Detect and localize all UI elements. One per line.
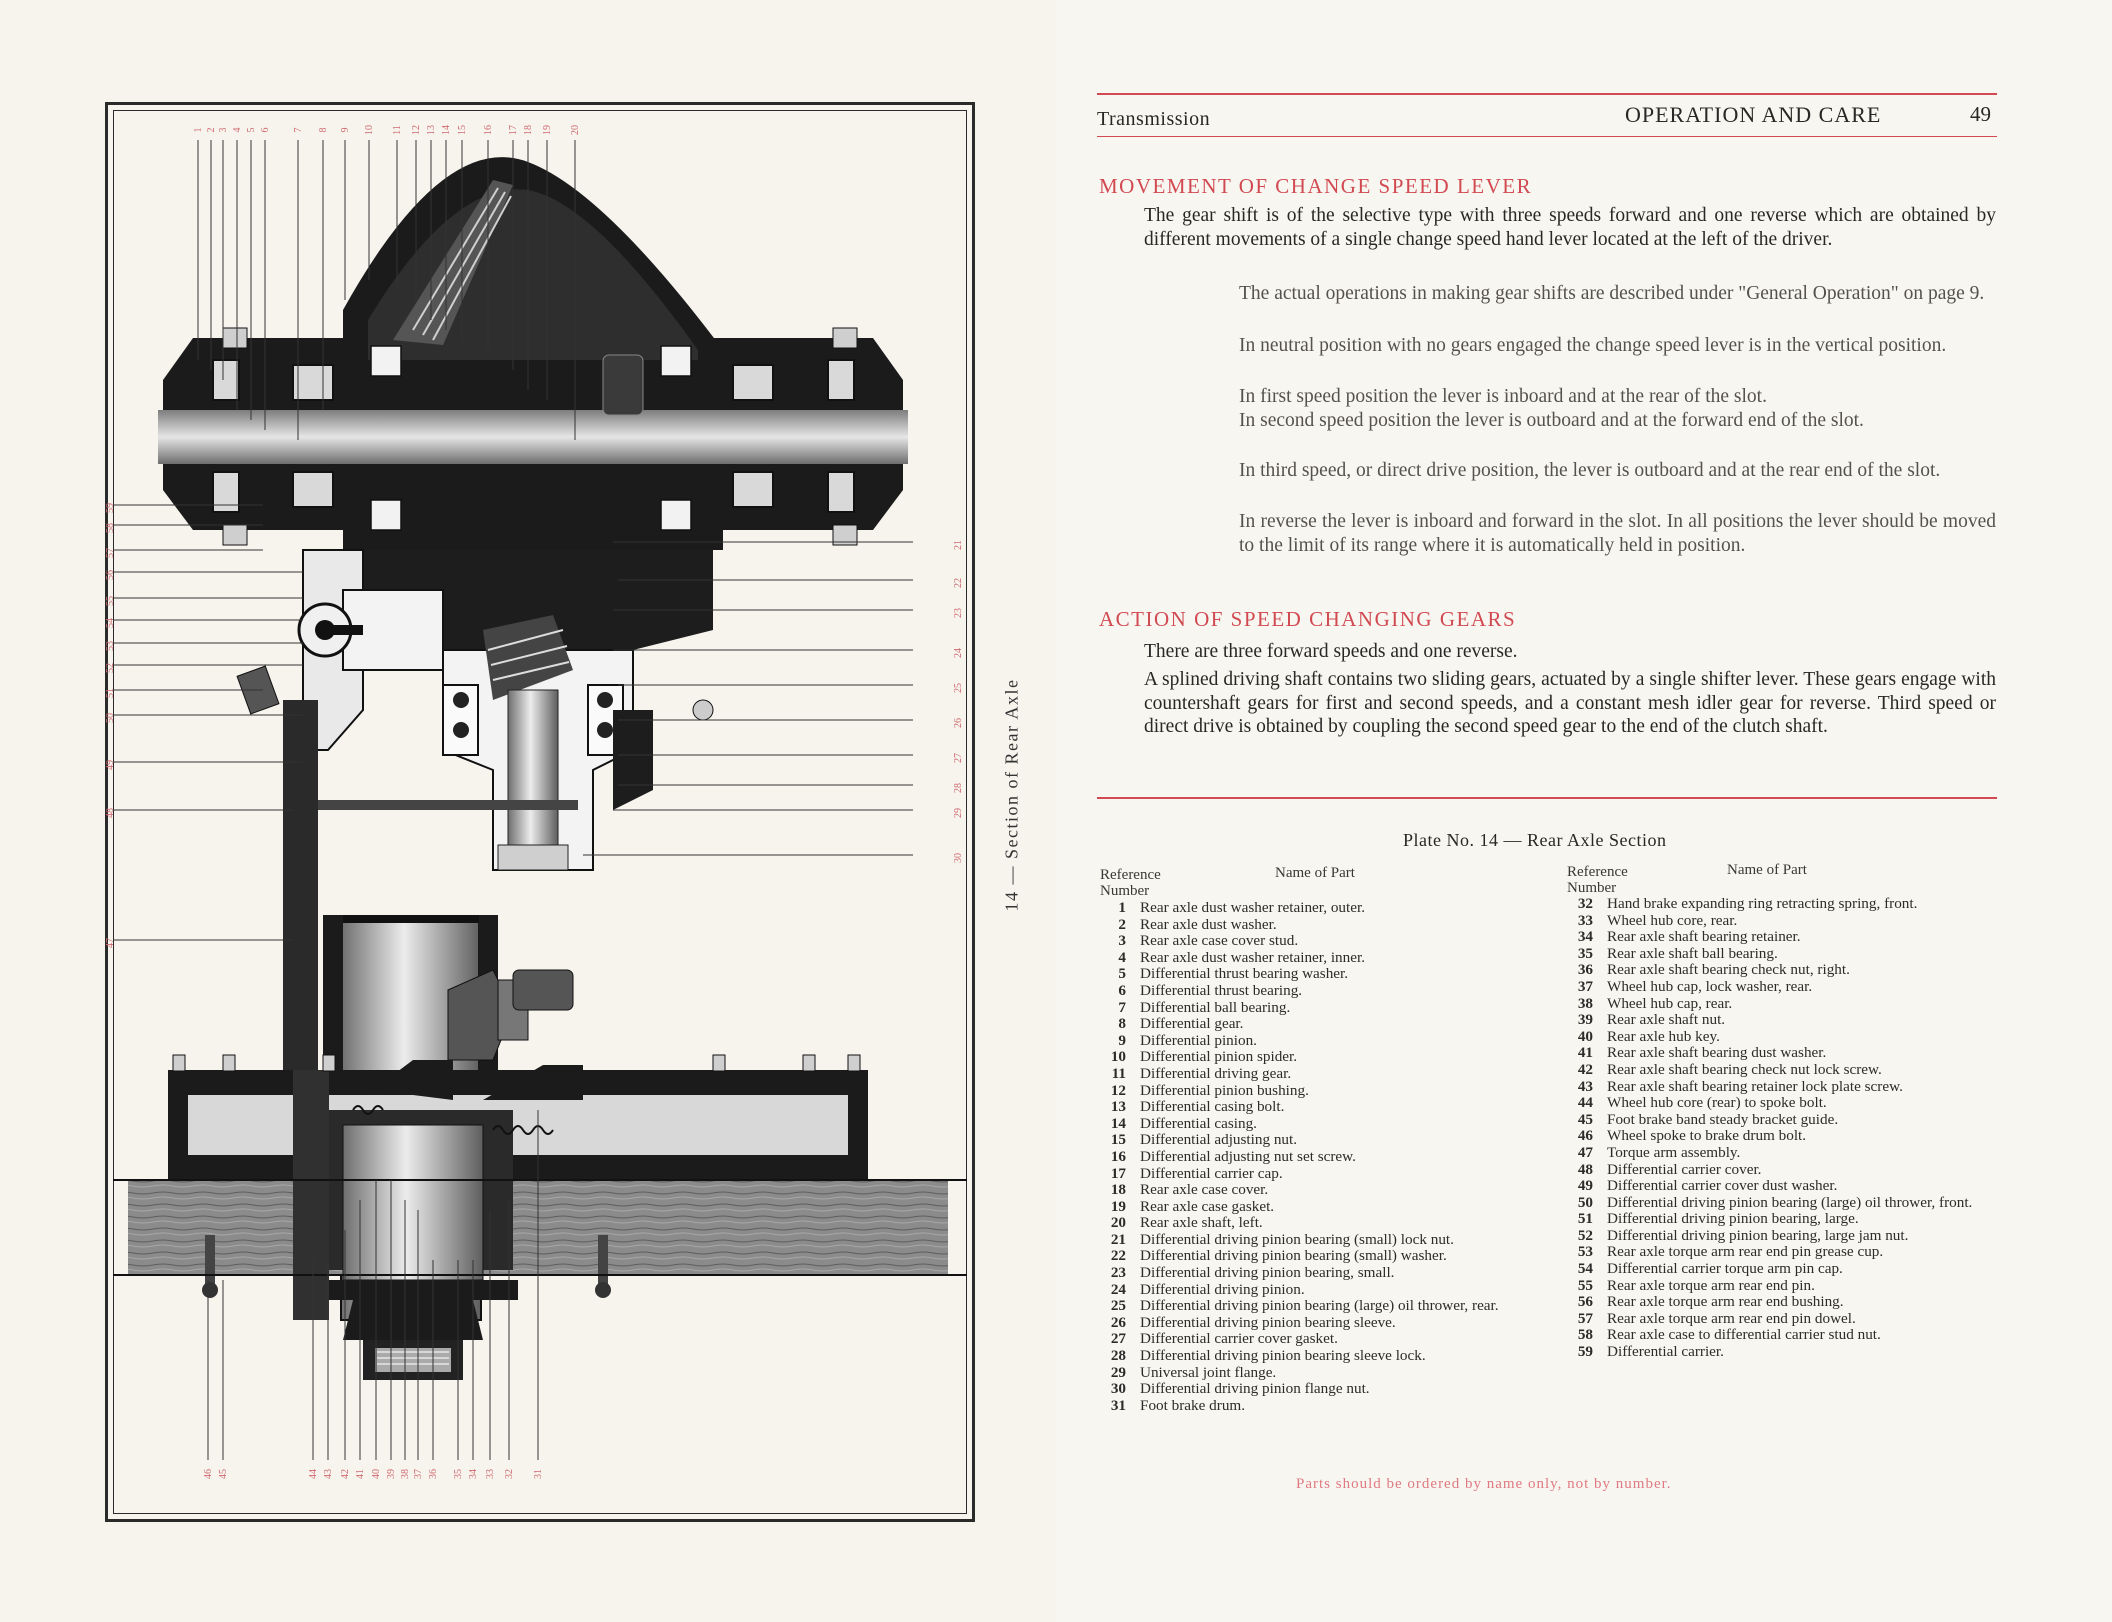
part-ref-number: 31	[1110, 1396, 1126, 1414]
part-name: Differential pinion spider.	[1140, 1048, 1298, 1066]
part-list-item	[1567, 962, 2002, 979]
part-ref-number: 55	[1577, 1276, 1593, 1294]
part-list-item	[1100, 1348, 1535, 1365]
part-ref-number: 5	[1118, 965, 1126, 983]
part-ref-number: 29	[1110, 1363, 1126, 1381]
part-list-item	[1100, 1265, 1535, 1282]
callout-number: 55	[105, 596, 116, 606]
part-list-item	[1100, 1166, 1535, 1183]
part-ref-number: 7	[1118, 998, 1126, 1016]
part-name: Universal joint flange.	[1140, 1363, 1277, 1381]
part-list-item	[1567, 1228, 2002, 1245]
part-ref-number: 50	[1577, 1193, 1593, 1211]
callout-number: 9	[340, 127, 351, 133]
part-list-item	[1100, 1016, 1535, 1033]
part-name: Rear axle torque arm rear end pin grease cup.	[1607, 1243, 1884, 1261]
part-ref-number: 43	[1577, 1077, 1593, 1095]
paragraph: In reverse the lever is inboard and forward in the slot. In all positions the lever should be moved to the limit of its range where it is automatically held in position.	[1239, 511, 1996, 556]
part-ref-number: 6	[1118, 981, 1126, 999]
part-list-item	[1567, 1095, 2002, 1112]
running-head-left: Transmission	[1097, 108, 1211, 130]
part-list-item	[1567, 913, 2002, 930]
callout-number: 24	[953, 648, 964, 658]
part-name: Rear axle shaft bearing retainer.	[1607, 928, 1801, 946]
part-ref-number: 20	[1110, 1214, 1126, 1232]
part-ref-number: 54	[1577, 1260, 1593, 1278]
part-name: Rear axle dust washer retainer, outer.	[1140, 899, 1366, 916]
ordering-footnote: Parts should be ordered by name only, not by number.	[1296, 1476, 1672, 1492]
callout-number: 19	[542, 125, 553, 135]
callout-number: 12	[411, 125, 422, 135]
part-list-item	[1567, 1211, 2002, 1228]
part-ref-number: 1	[1118, 899, 1126, 916]
part-list-item	[1100, 1232, 1535, 1249]
callout-number: 2	[206, 127, 217, 133]
callout-number: 27	[953, 753, 964, 763]
part-list-item	[1100, 1099, 1535, 1116]
part-list-item	[1100, 1083, 1535, 1100]
part-name: Rear axle hub key.	[1607, 1027, 1720, 1045]
part-name: Rear axle shaft bearing dust washer.	[1607, 1044, 1827, 1062]
part-name: Rear axle shaft bearing retainer lock plate screw.	[1607, 1077, 1903, 1095]
part-ref-number: 21	[1110, 1230, 1126, 1248]
part-name: Wheel hub cap, rear.	[1607, 994, 1733, 1012]
part-list-item	[1100, 900, 1535, 917]
callout-number: 43	[323, 1469, 334, 1479]
paragraph: The actual operations in making gear shifts are described under "General Operation" on page 9.	[1239, 283, 1985, 304]
callout-number: 49	[105, 760, 116, 770]
paragraph: A splined driving shaft contains two sliding gears, actuated by a single shifter lever. These gears engage with countershaft gears for first and second speeds, and a constant mesh idler gear for reverse. Third speed or direct drive is obtained by coupling the second speed gear to the end of the clutch shaft.	[1144, 669, 1996, 737]
callout-number: 50	[105, 713, 116, 723]
plate-title: Plate No. 14 — Rear Axle Section	[1403, 830, 1667, 850]
part-name: Differential pinion.	[1140, 1031, 1257, 1049]
callout-number: 56	[105, 570, 116, 580]
part-name: Rear axle case gasket.	[1140, 1197, 1275, 1215]
part-list-item	[1100, 1315, 1535, 1332]
part-ref-number: 12	[1110, 1081, 1126, 1099]
part-name: Differential pinion bushing.	[1140, 1081, 1309, 1099]
part-list-item	[1567, 979, 2002, 996]
callout-number: 33	[485, 1469, 496, 1479]
callout-number: 22	[953, 578, 964, 588]
part-name: Wheel hub core (rear) to spoke bolt.	[1607, 1094, 1827, 1112]
part-name: Differential thrust bearing.	[1140, 981, 1303, 999]
part-list-item	[1100, 966, 1535, 983]
part-list-item	[1567, 1344, 2002, 1361]
part-name: Rear axle dust washer retainer, inner.	[1140, 948, 1366, 966]
callout-number: 57	[105, 548, 116, 558]
part-name: Foot brake band steady bracket guide.	[1607, 1110, 1839, 1128]
callout-number: 14	[441, 125, 452, 135]
part-name: Differential adjusting nut set screw.	[1140, 1147, 1356, 1165]
part-list-item	[1567, 1294, 2002, 1311]
callout-number: 36	[428, 1469, 439, 1479]
part-ref-number: 48	[1577, 1160, 1593, 1178]
part-list-item	[1100, 917, 1535, 934]
callout-number: 21	[953, 540, 964, 550]
part-list-item	[1567, 929, 2002, 946]
part-name-header-right: Name of Part	[1727, 862, 1807, 878]
part-name: Foot brake drum.	[1140, 1396, 1246, 1414]
part-name: Hand brake expanding ring retracting spring, front.	[1607, 895, 1918, 912]
part-name: Differential driving pinion bearing (small) washer.	[1140, 1247, 1447, 1265]
part-list-item	[1567, 1029, 2002, 1046]
part-list-item	[1100, 1381, 1535, 1398]
part-name: Differential driving pinion bearing (small) lock nut.	[1140, 1230, 1454, 1248]
callout-number: 31	[533, 1469, 544, 1479]
part-name: Rear axle case cover stud.	[1140, 932, 1299, 950]
part-ref-number: 28	[1110, 1347, 1126, 1365]
part-name: Differential thrust bearing washer.	[1140, 965, 1349, 983]
part-ref-number: 41	[1577, 1044, 1593, 1062]
part-list-item	[1100, 1149, 1535, 1166]
callout-number: 46	[203, 1469, 214, 1479]
part-ref-number: 57	[1577, 1309, 1593, 1327]
callout-number: 1	[193, 127, 204, 133]
callout-number: 37	[413, 1469, 424, 1479]
part-name: Rear axle torque arm rear end bushing.	[1607, 1293, 1844, 1311]
part-name: Torque arm assembly.	[1607, 1143, 1741, 1161]
part-list-item	[1100, 1248, 1535, 1265]
callout-number: 5	[246, 127, 257, 133]
part-list-item	[1567, 1012, 2002, 1029]
plate-section-rule	[1097, 797, 1997, 799]
callout-number: 20	[570, 125, 581, 135]
part-name: Differential driving pinion bearing sleeve.	[1140, 1313, 1396, 1331]
callout-number: 10	[364, 125, 375, 135]
part-list-item	[1567, 1278, 2002, 1295]
header-rule-top	[1097, 93, 1997, 95]
part-ref-number: 44	[1577, 1094, 1593, 1112]
part-ref-number: 22	[1110, 1247, 1126, 1265]
part-ref-number: 17	[1110, 1164, 1126, 1182]
callout-number: 40	[371, 1469, 382, 1479]
callout-number: 39	[386, 1469, 397, 1479]
part-list-item	[1567, 896, 2002, 913]
part-list-item	[1100, 1282, 1535, 1299]
part-ref-number: 52	[1577, 1226, 1593, 1244]
part-ref-number: 49	[1577, 1177, 1593, 1195]
part-name: Rear axle case to differential carrier stud nut.	[1607, 1326, 1881, 1344]
part-list-item	[1567, 1261, 2002, 1278]
callout-number: 28	[953, 783, 964, 793]
part-name: Differential driving pinion bearing sleeve lock.	[1140, 1347, 1426, 1365]
callout-number: 18	[523, 125, 534, 135]
part-ref-number: 58	[1577, 1326, 1593, 1344]
part-name: Differential carrier cover.	[1607, 1160, 1762, 1178]
left-callout-leaders	[113, 505, 303, 940]
part-ref-number: 9	[1118, 1031, 1126, 1049]
callout-number: 16	[483, 125, 494, 135]
callout-number: 35	[453, 1469, 464, 1479]
callout-number: 29	[953, 808, 964, 818]
part-name: Rear axle shaft bearing check nut lock screw.	[1607, 1060, 1882, 1078]
part-ref-number: 33	[1577, 911, 1593, 929]
callout-number: 54	[105, 618, 116, 628]
callout-number: 25	[953, 683, 964, 693]
part-ref-number: 14	[1110, 1114, 1126, 1132]
callout-number: 48	[105, 808, 116, 818]
part-list-item	[1100, 950, 1535, 967]
part-name: Rear axle shaft, left.	[1140, 1214, 1263, 1232]
part-name: Rear axle case cover.	[1140, 1181, 1269, 1199]
part-ref-number: 34	[1577, 928, 1593, 946]
paragraph: In third speed, or direct drive position, the lever is outboard and at the rear end of the slot.	[1239, 460, 1941, 481]
paragraph: The gear shift is of the selective type with three speeds forward and one reverse which are obtained by different movements of a single change speed hand lever located at the left of the driver.	[1144, 205, 1996, 250]
callout-number: 42	[340, 1469, 351, 1479]
callout-number: 3	[218, 127, 229, 133]
callout-number: 41	[355, 1469, 366, 1479]
callout-number: 30	[953, 853, 964, 863]
part-name: Differential driving pinion bearing, large.	[1607, 1210, 1859, 1228]
part-name: Wheel hub cap, lock washer, rear.	[1607, 977, 1813, 995]
part-ref-number: 39	[1577, 1011, 1593, 1029]
paragraph: In second speed position the lever is outboard and at the forward end of the slot.	[1239, 410, 1864, 431]
part-list-item	[1567, 1178, 2002, 1195]
part-ref-number: 36	[1577, 961, 1593, 979]
part-name: Wheel spoke to brake drum bolt.	[1607, 1127, 1807, 1145]
part-ref-number: 11	[1111, 1064, 1126, 1082]
part-ref-number: 16	[1110, 1147, 1126, 1165]
part-ref-number: 2	[1118, 915, 1126, 933]
part-list-item	[1100, 933, 1535, 950]
callout-number: 59	[105, 503, 116, 513]
part-name: Differential adjusting nut.	[1140, 1131, 1298, 1149]
part-list-item	[1567, 946, 2002, 963]
callout-number: 23	[953, 608, 964, 618]
header-rule-bottom	[1097, 136, 1997, 137]
callout-number: 13	[426, 125, 437, 135]
parts-list-right	[1567, 896, 2002, 1361]
part-name: Differential driving pinion.	[1140, 1280, 1305, 1298]
page-number: 49	[1970, 102, 1991, 126]
paragraph: In first speed position the lever is inboard and at the rear of the slot.	[1239, 386, 1767, 407]
part-ref-number: 35	[1577, 944, 1593, 962]
part-ref-number: 42	[1577, 1060, 1593, 1078]
part-name: Rear axle shaft nut.	[1607, 1011, 1726, 1029]
part-name: Differential carrier torque arm pin cap.	[1607, 1260, 1843, 1278]
callout-number: 7	[293, 127, 304, 133]
part-name: Rear axle torque arm rear end pin.	[1607, 1276, 1815, 1294]
part-ref-number: 30	[1110, 1380, 1126, 1398]
part-list-item	[1567, 1062, 2002, 1079]
part-ref-number: 3	[1118, 932, 1126, 950]
part-name: Differential driving pinion bearing (large) oil thrower, rear.	[1140, 1297, 1499, 1315]
callout-number: 6	[260, 127, 271, 133]
part-list-item	[1567, 1112, 2002, 1129]
part-ref-number: 38	[1577, 994, 1593, 1012]
part-list-item	[1100, 1199, 1535, 1216]
part-ref-number: 8	[1118, 1015, 1126, 1033]
part-list-item	[1100, 1049, 1535, 1066]
part-list-item	[1100, 1215, 1535, 1232]
ref-number-header-right: Reference Number	[1567, 864, 1628, 896]
part-name: Differential carrier.	[1607, 1343, 1724, 1361]
part-list-item	[1100, 1116, 1535, 1133]
callout-number: 44	[308, 1469, 319, 1479]
part-list-item	[1567, 1045, 2002, 1062]
part-name: Differential carrier cover dust washer.	[1607, 1177, 1838, 1195]
part-ref-number: 45	[1577, 1110, 1593, 1128]
callout-number: 17	[508, 125, 519, 135]
ref-number-header-left: Reference Number	[1100, 867, 1161, 899]
callout-number: 26	[953, 718, 964, 728]
part-list-item	[1567, 996, 2002, 1013]
part-name: Differential gear.	[1140, 1015, 1244, 1033]
part-ref-number: 23	[1110, 1264, 1126, 1282]
part-list-item	[1567, 1128, 2002, 1145]
callout-number: 34	[468, 1469, 479, 1479]
part-list-item	[1100, 1298, 1535, 1315]
callout-number: 45	[218, 1469, 229, 1479]
part-ref-number: 25	[1110, 1297, 1126, 1315]
plate-vertical-caption: 14 — Section of Rear Axle	[1001, 678, 1022, 912]
section-heading-gears: ACTION OF SPEED CHANGING GEARS	[1099, 607, 1517, 631]
callout-number: 8	[318, 127, 329, 133]
part-ref-number: 27	[1110, 1330, 1126, 1348]
part-list-item	[1100, 1000, 1535, 1017]
part-ref-number: 56	[1577, 1293, 1593, 1311]
part-name: Differential casing bolt.	[1140, 1098, 1285, 1116]
part-list-item	[1567, 1079, 2002, 1096]
part-list-item	[1567, 1327, 2002, 1344]
part-ref-number: 4	[1118, 948, 1126, 966]
part-ref-number: 19	[1110, 1197, 1126, 1215]
part-list-item	[1100, 1132, 1535, 1149]
part-name: Differential driving gear.	[1140, 1064, 1292, 1082]
part-name: Differential carrier cover gasket.	[1140, 1330, 1338, 1348]
part-name: Differential driving pinion flange nut.	[1140, 1380, 1370, 1398]
part-ref-number: 37	[1577, 977, 1593, 995]
paragraph: In neutral position with no gears engaged the change speed lever is in the vertical position.	[1239, 335, 1947, 356]
part-list-item	[1567, 1311, 2002, 1328]
callout-number: 11	[392, 125, 403, 135]
part-list-item	[1100, 1182, 1535, 1199]
part-list-item	[1100, 1365, 1535, 1382]
part-ref-number: 26	[1110, 1313, 1126, 1331]
rear-axle-section-illustration	[105, 110, 967, 1514]
section-heading-lever: MOVEMENT OF CHANGE SPEED LEVER	[1099, 174, 1533, 198]
part-list-item	[1567, 1162, 2002, 1179]
part-ref-number: 53	[1577, 1243, 1593, 1261]
part-ref-number: 10	[1110, 1048, 1126, 1066]
part-name: Wheel hub core, rear.	[1607, 911, 1738, 929]
part-list-item	[1100, 983, 1535, 1000]
part-list-item	[1100, 1398, 1535, 1415]
part-ref-number: 24	[1110, 1280, 1126, 1298]
callout-number: 15	[457, 125, 468, 135]
part-ref-number: 47	[1577, 1143, 1593, 1161]
part-ref-number: 59	[1577, 1343, 1593, 1361]
part-list-item	[1100, 1331, 1535, 1348]
callout-number: 53	[105, 641, 116, 651]
callout-number: 32	[504, 1469, 515, 1479]
part-list-item	[1100, 1033, 1535, 1050]
paragraph: There are three forward speeds and one reverse.	[1144, 641, 1518, 662]
callout-number: 52	[105, 663, 116, 673]
part-name: Differential driving pinion bearing (large) oil thrower, front.	[1607, 1193, 1973, 1211]
part-ref-number: 13	[1110, 1098, 1126, 1116]
callout-number: 47	[105, 938, 116, 948]
part-name: Differential casing.	[1140, 1114, 1257, 1132]
parts-list-left	[1100, 900, 1535, 1414]
part-name: Rear axle torque arm rear end pin dowel.	[1607, 1309, 1856, 1327]
callout-number: 38	[400, 1469, 411, 1479]
part-ref-number: 51	[1577, 1210, 1593, 1228]
running-head-right: OPERATION AND CARE	[1625, 102, 1882, 127]
part-name: Rear axle shaft ball bearing.	[1607, 944, 1778, 962]
part-ref-number: 46	[1577, 1127, 1593, 1145]
part-ref-number: 40	[1577, 1027, 1593, 1045]
part-name: Rear axle shaft bearing check nut, right.	[1607, 961, 1850, 979]
part-name-header-left: Name of Part	[1275, 865, 1355, 881]
part-ref-number: 18	[1110, 1181, 1126, 1199]
part-list-item	[1567, 1145, 2002, 1162]
callout-number: 51	[105, 688, 116, 698]
part-list-item	[1567, 1195, 2002, 1212]
part-name: Differential driving pinion bearing, small.	[1140, 1264, 1395, 1282]
part-name: Differential ball bearing.	[1140, 998, 1291, 1016]
callout-number: 58	[105, 523, 116, 533]
part-ref-number: 15	[1110, 1131, 1126, 1149]
part-name: Differential driving pinion bearing, large jam nut.	[1607, 1226, 1909, 1244]
part-name: Rear axle dust washer.	[1140, 915, 1277, 933]
part-name: Differential carrier cap.	[1140, 1164, 1283, 1182]
callout-number: 4	[232, 127, 243, 133]
wheel-hub-drawing	[113, 915, 967, 1380]
part-list-item	[1567, 1244, 2002, 1261]
part-list-item	[1100, 1066, 1535, 1083]
part-ref-number: 32	[1577, 895, 1593, 912]
